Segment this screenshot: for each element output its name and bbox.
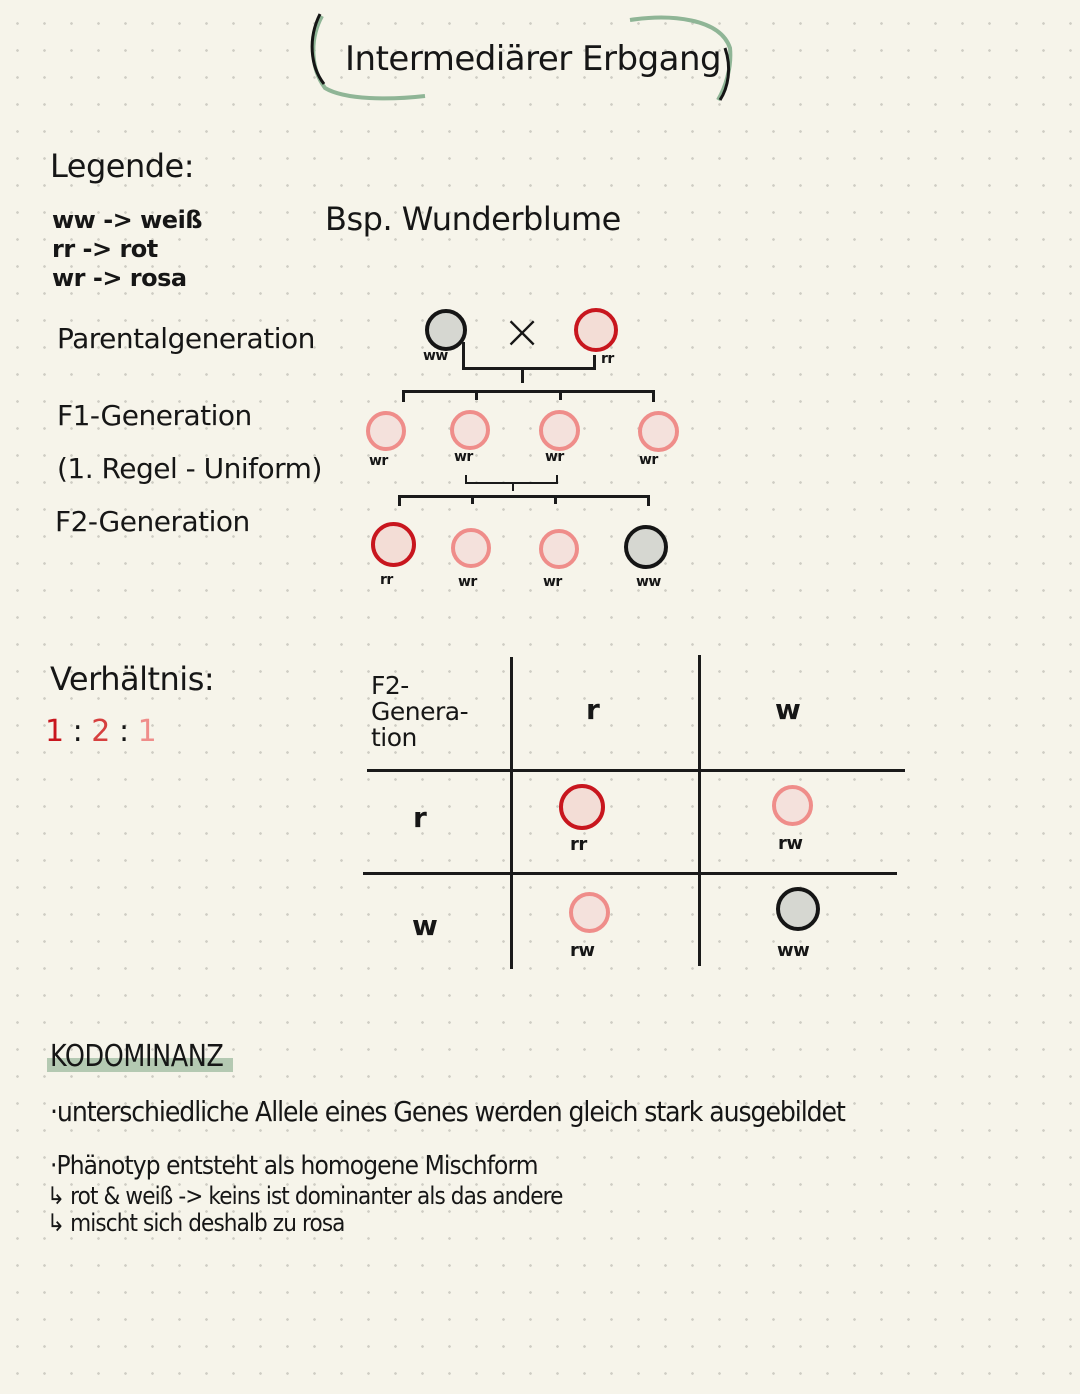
genotype-label: wr: [454, 449, 473, 465]
connector-line: [471, 495, 474, 504]
parental-generation-label: Parentalgeneration: [57, 322, 315, 355]
connector-line: [554, 495, 557, 504]
connector-line: [398, 495, 650, 498]
cell-white-circle: [776, 887, 820, 931]
connector-line: [462, 367, 596, 370]
ratio-part: 1: [45, 714, 64, 749]
legend-item: ww -> weiß: [52, 206, 203, 234]
f2-red-circle: [371, 522, 416, 567]
grid-line: [698, 655, 701, 966]
connector-line: [402, 390, 405, 402]
ratio-heading: Verhältnis:: [50, 660, 215, 698]
connector-line: [652, 390, 655, 402]
grid-line: [367, 769, 905, 772]
ratio-part: 2: [91, 714, 110, 749]
connector-line: [475, 390, 478, 400]
f1-rule-label: (1. Regel - Uniform): [57, 452, 322, 485]
f2-pink-circle: [539, 529, 579, 569]
connector-line: [462, 342, 465, 370]
genotype-label: ww: [636, 574, 661, 590]
f1-pink-circle: [366, 411, 406, 451]
f1-pink-circle: [638, 411, 679, 452]
ratio-values: [45, 714, 157, 749]
connector-line: [512, 483, 514, 491]
column-header: w: [775, 693, 801, 726]
cell-genotype: rr: [570, 834, 587, 855]
genotype-label: rr: [380, 572, 393, 588]
kodominanz-line: ↳ mischt sich deshalb zu rosa: [47, 1209, 345, 1237]
connector-line: [647, 495, 650, 506]
kodominanz-line: ·unterschiedliche Allele eines Genes werden gleich stark ausgebildet: [50, 1095, 845, 1128]
legend-item: rr -> rot: [52, 235, 158, 263]
grid-line: [510, 657, 513, 969]
genotype-label: wr: [458, 574, 477, 590]
cell-red-circle: [559, 784, 605, 830]
kodominanz-line: ·Phänotyp entsteht als homogene Mischform: [50, 1151, 538, 1181]
row-header: w: [412, 909, 438, 942]
column-header: r: [586, 693, 600, 726]
ratio-part: 1: [137, 714, 157, 749]
f1-generation-label: F1-Generation: [57, 399, 252, 432]
f2-generation-label: F2-Generation: [55, 505, 250, 538]
parent-red-circle: [574, 308, 618, 352]
cell-pink-circle: [772, 785, 813, 826]
kodominanz-heading: KODOMINANZ: [50, 1039, 224, 1074]
genotype-label: wr: [369, 453, 388, 469]
legend-heading: Legende:: [50, 147, 195, 185]
genotype-label: wr: [545, 449, 564, 465]
f1-pink-circle: [539, 410, 580, 451]
legend-item: wr -> rosa: [52, 264, 187, 292]
parent-white-circle: [425, 309, 467, 351]
grid-line: [363, 872, 897, 875]
f2-pink-circle: [451, 528, 491, 568]
row-header: r: [413, 801, 427, 834]
f1-pink-circle: [450, 410, 490, 450]
genotype-label: wr: [543, 574, 562, 590]
connector-line: [402, 390, 654, 393]
cell-genotype: rw: [570, 940, 595, 961]
genotype-label: ww: [423, 348, 448, 364]
punnett-corner-label: F2- Genera- tion: [371, 671, 469, 752]
cross-symbol: ×: [502, 304, 542, 360]
connector-line: [521, 368, 524, 383]
connector-line: [398, 495, 401, 506]
genotype-label: rr: [601, 351, 614, 367]
ratio-separator: :: [72, 714, 83, 749]
kodominanz-line: ↳ rot & weiß -> keins ist dominanter als das andere: [47, 1182, 563, 1210]
connector-line: [559, 390, 562, 400]
cell-genotype: rw: [778, 833, 803, 854]
genotype-label: wr: [639, 452, 658, 468]
ratio-separator: :: [118, 714, 129, 749]
page-title: Intermediärer Erbgang: [345, 39, 722, 79]
cell-pink-circle: [569, 892, 610, 933]
cell-genotype: ww: [777, 940, 810, 961]
example-label: Bsp. Wunderblume: [325, 200, 621, 238]
f2-white-circle: [624, 525, 668, 569]
